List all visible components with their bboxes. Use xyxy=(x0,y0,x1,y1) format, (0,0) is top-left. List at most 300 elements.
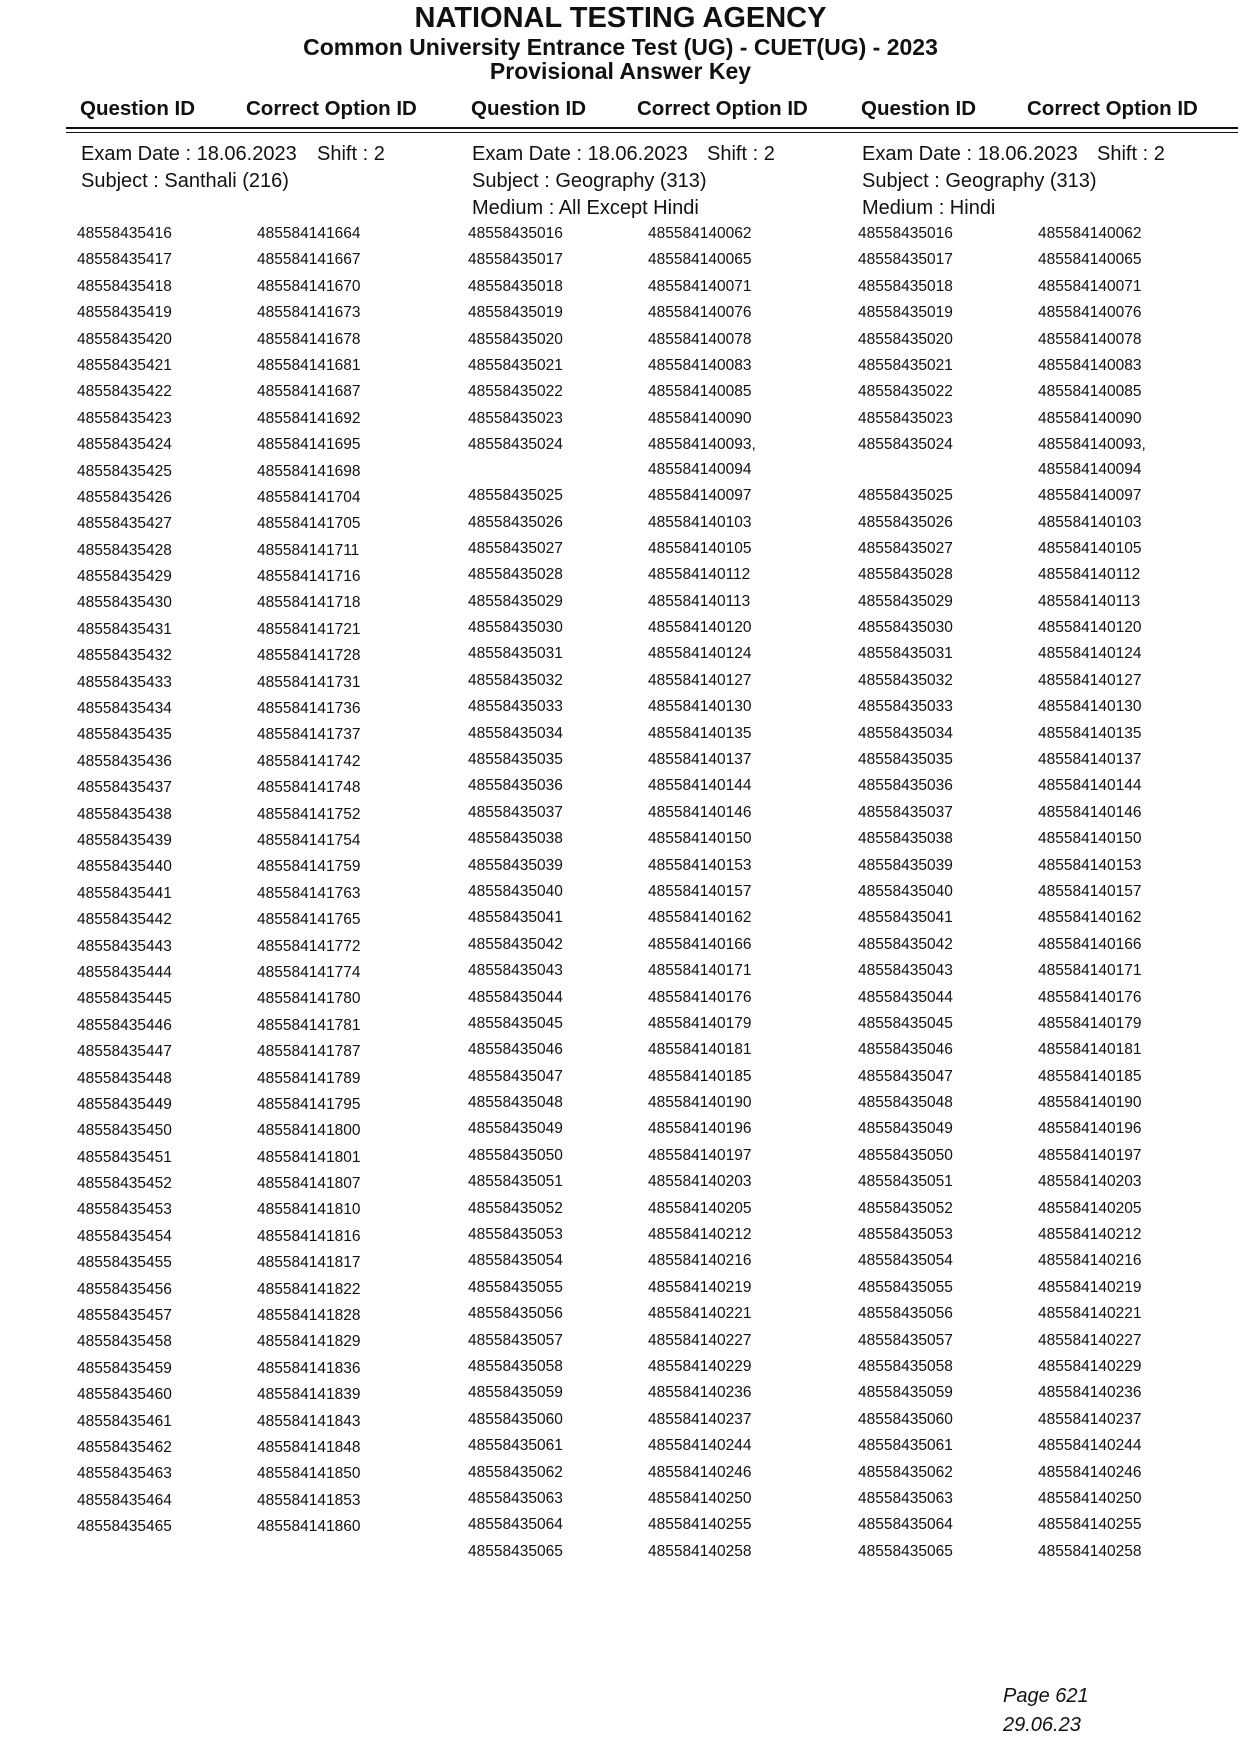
correct-option-id: 485584140181 xyxy=(1038,1041,1142,1059)
correct-option-id: 485584140120 xyxy=(1038,619,1142,637)
correct-option-id: 485584141698 xyxy=(257,462,361,480)
correct-option-id: 485584141737 xyxy=(257,726,361,744)
correct-option-id: 485584141681 xyxy=(257,356,361,374)
correct-option-id: 485584141763 xyxy=(257,884,361,902)
correct-option-id: 485584140246 xyxy=(1038,1463,1142,1481)
correct-option-id: 485584140153 xyxy=(1038,856,1142,874)
question-id: 48558435048 xyxy=(468,1094,563,1112)
question-id: 48558435048 xyxy=(858,1094,953,1112)
question-id: 48558435447 xyxy=(77,1043,172,1061)
question-id: 48558435039 xyxy=(858,856,953,874)
question-id: 48558435053 xyxy=(858,1226,953,1244)
question-id: 48558435416 xyxy=(77,225,172,242)
column-header-question-id: Question ID xyxy=(471,97,587,120)
question-id: 48558435427 xyxy=(77,515,172,533)
correct-option-id: 485584141721 xyxy=(257,620,361,638)
correct-option-id: 485584141728 xyxy=(257,647,361,665)
correct-option-id: 485584140137 xyxy=(1038,751,1142,769)
question-id: 48558435028 xyxy=(468,566,563,584)
correct-option-id: 485584141774 xyxy=(257,963,361,981)
question-id: 48558435031 xyxy=(858,645,953,663)
question-id: 48558435435 xyxy=(77,726,172,744)
question-id: 48558435016 xyxy=(858,225,953,242)
correct-option-id: 485584140205 xyxy=(1038,1199,1142,1217)
question-id: 48558435043 xyxy=(858,962,953,980)
question-id: 48558435443 xyxy=(77,937,172,955)
correct-option-id: 485584140185 xyxy=(648,1067,752,1085)
question-id: 48558435032 xyxy=(468,671,563,689)
correct-option-id: 485584140130 xyxy=(648,698,752,716)
correct-option-id: 485584140124 xyxy=(648,645,752,663)
correct-option-id: 485584140071 xyxy=(648,277,752,295)
question-id: 48558435422 xyxy=(77,383,172,401)
question-id: 48558435465 xyxy=(77,1518,172,1536)
question-id: 48558435030 xyxy=(468,619,563,637)
question-id: 48558435042 xyxy=(858,935,953,953)
question-id: 48558435036 xyxy=(858,777,953,795)
correct-option-id: 485584141695 xyxy=(257,436,361,454)
question-id: 48558435434 xyxy=(77,700,172,718)
question-id: 48558435034 xyxy=(858,724,953,742)
correct-option-id: 485584140090 xyxy=(1038,409,1142,427)
correct-option-id: 485584141752 xyxy=(257,805,361,823)
question-id: 48558435045 xyxy=(858,1014,953,1032)
column-header-correct-option-id: Correct Option ID xyxy=(1027,97,1198,120)
correct-option-id: 485584141670 xyxy=(257,277,361,295)
correct-option-id: 485584141748 xyxy=(257,779,361,797)
question-id: 48558435033 xyxy=(858,698,953,716)
question-id: 48558435432 xyxy=(77,647,172,665)
correct-option-id: 485584141843 xyxy=(257,1412,361,1430)
question-id: 48558435017 xyxy=(468,251,563,269)
correct-option-id: 485584140255 xyxy=(1038,1516,1142,1534)
correct-option-id: 485584140219 xyxy=(1038,1278,1142,1296)
page-number: Page 621 xyxy=(1003,1685,1089,1707)
correct-option-id: 485584140094 xyxy=(648,460,752,478)
agency-title: NATIONAL TESTING AGENCY xyxy=(414,2,827,34)
question-id: 48558435051 xyxy=(858,1173,953,1191)
question-id: 48558435019 xyxy=(468,304,563,322)
question-id: 48558435425 xyxy=(77,462,172,480)
question-id: 48558435444 xyxy=(77,963,172,981)
question-id: 48558435451 xyxy=(77,1148,172,1166)
correct-option-id: 485584141789 xyxy=(257,1069,361,1087)
question-id: 48558435064 xyxy=(858,1516,953,1534)
correct-option-id: 485584141853 xyxy=(257,1491,361,1509)
correct-option-id: 485584140227 xyxy=(1038,1331,1142,1349)
correct-option-id: 485584141772 xyxy=(257,937,361,955)
correct-option-id: 485584140078 xyxy=(648,330,752,348)
question-id: 48558435441 xyxy=(77,884,172,902)
question-id: 48558435446 xyxy=(77,1016,172,1034)
correct-option-id: 485584141692 xyxy=(257,409,361,427)
correct-option-id: 485584141754 xyxy=(257,831,361,849)
correct-option-id: 485584141795 xyxy=(257,1095,361,1113)
correct-option-id: 485584140229 xyxy=(1038,1358,1142,1375)
question-id: 48558435034 xyxy=(468,724,563,742)
question-id: 48558435019 xyxy=(858,304,953,322)
question-id: 48558435026 xyxy=(468,513,563,531)
correct-option-id: 485584140196 xyxy=(648,1120,752,1138)
question-id: 48558435017 xyxy=(858,251,953,269)
correct-option-id: 485584140258 xyxy=(648,1542,752,1560)
question-id: 48558435061 xyxy=(858,1437,953,1455)
question-id: 48558435438 xyxy=(77,805,172,823)
question-id: 48558435035 xyxy=(468,751,563,769)
question-id: 48558435026 xyxy=(858,513,953,531)
question-id: 48558435428 xyxy=(77,541,172,559)
correct-option-id: 485584140076 xyxy=(1038,304,1142,322)
correct-option-id: 485584141765 xyxy=(257,911,361,929)
correct-option-id: 485584140236 xyxy=(648,1384,752,1402)
correct-option-id: 485584140197 xyxy=(1038,1146,1142,1164)
correct-option-id: 485584140113 xyxy=(648,592,751,610)
question-id: 48558435047 xyxy=(468,1067,563,1085)
correct-option-id: 485584140176 xyxy=(1038,988,1142,1006)
correct-option-id: 485584140216 xyxy=(1038,1252,1142,1270)
correct-option-id: 485584140093, xyxy=(1038,436,1146,454)
question-id: 48558435016 xyxy=(468,225,563,242)
question-id: 48558435018 xyxy=(858,277,953,295)
correct-option-id: 485584140212 xyxy=(1038,1226,1142,1244)
correct-option-id: 485584140112 xyxy=(1038,566,1141,584)
correct-option-id: 485584140162 xyxy=(648,909,752,927)
question-id: 48558435452 xyxy=(77,1175,172,1193)
question-id: 48558435037 xyxy=(858,803,953,821)
correct-option-id: 485584140085 xyxy=(1038,383,1142,401)
correct-option-id: 485584141860 xyxy=(257,1518,361,1536)
question-id: 48558435453 xyxy=(77,1201,172,1219)
question-id: 48558435030 xyxy=(858,619,953,637)
question-id: 48558435420 xyxy=(77,330,172,348)
question-id: 48558435060 xyxy=(858,1410,953,1428)
header-divider xyxy=(66,127,1238,129)
question-id: 48558435054 xyxy=(468,1252,563,1270)
correct-option-id: 485584140221 xyxy=(648,1305,752,1323)
question-id: 48558435046 xyxy=(858,1041,953,1059)
question-id: 48558435461 xyxy=(77,1412,172,1430)
correct-option-id: 485584140124 xyxy=(1038,645,1142,663)
question-id: 48558435063 xyxy=(858,1489,953,1507)
question-id: 48558435418 xyxy=(77,277,172,295)
question-id: 48558435431 xyxy=(77,620,172,638)
correct-option-id: 485584140103 xyxy=(648,513,752,531)
question-id: 48558435450 xyxy=(77,1122,172,1140)
question-id: 48558435035 xyxy=(858,751,953,769)
correct-option-id: 485584140146 xyxy=(648,803,752,821)
correct-option-id: 485584141801 xyxy=(257,1148,361,1166)
correct-option-id: 485584140166 xyxy=(648,935,752,953)
question-id: 48558435028 xyxy=(858,566,953,584)
correct-option-id: 485584140090 xyxy=(648,409,752,427)
correct-option-id: 485584140179 xyxy=(1038,1014,1142,1032)
question-id: 48558435020 xyxy=(468,330,563,348)
correct-option-id: 485584141816 xyxy=(257,1227,361,1245)
correct-option-id: 485584140203 xyxy=(1038,1173,1142,1191)
correct-option-id: 485584140227 xyxy=(648,1331,752,1349)
question-id: 48558435460 xyxy=(77,1386,172,1404)
correct-option-id: 485584141687 xyxy=(257,383,361,401)
correct-option-id: 485584141800 xyxy=(257,1122,361,1140)
question-id: 48558435457 xyxy=(77,1307,172,1325)
correct-option-id: 485584140150 xyxy=(648,830,752,848)
correct-option-id: 485584141716 xyxy=(257,568,361,586)
question-id: 48558435040 xyxy=(468,882,563,900)
question-id: 48558435459 xyxy=(77,1359,172,1377)
subject: Subject : Santhali (216) xyxy=(81,170,289,192)
correct-option-id: 485584140166 xyxy=(1038,935,1142,953)
question-id: 48558435047 xyxy=(858,1067,953,1085)
medium: Medium : Hindi xyxy=(862,197,996,219)
question-id: 48558435027 xyxy=(858,539,953,557)
question-id: 48558435057 xyxy=(468,1331,563,1349)
question-id: 48558435419 xyxy=(77,304,172,322)
question-id: 48558435051 xyxy=(468,1173,563,1191)
correct-option-id: 485584140062 xyxy=(1038,225,1142,242)
question-id: 48558435049 xyxy=(858,1120,953,1138)
correct-option-id: 485584140237 xyxy=(648,1410,752,1428)
correct-option-id: 485584140229 xyxy=(648,1358,752,1375)
column-header-question-id: Question ID xyxy=(861,97,977,120)
correct-option-id: 485584140250 xyxy=(1038,1489,1142,1507)
correct-option-id: 485584140196 xyxy=(1038,1120,1142,1138)
correct-option-id: 485584140135 xyxy=(648,724,752,742)
correct-option-id: 485584141828 xyxy=(257,1307,361,1325)
question-id: 48558435058 xyxy=(858,1358,953,1375)
question-id: 48558435031 xyxy=(468,645,563,663)
correct-option-id: 485584140144 xyxy=(1038,777,1142,795)
question-id: 48558435039 xyxy=(468,856,563,874)
correct-option-id: 485584141718 xyxy=(257,594,361,612)
question-id: 48558435046 xyxy=(468,1041,563,1059)
correct-option-id: 485584141780 xyxy=(257,990,361,1008)
correct-option-id: 485584140103 xyxy=(1038,513,1142,531)
question-id: 48558435424 xyxy=(77,436,172,454)
correct-option-id: 485584141848 xyxy=(257,1438,361,1456)
correct-option-id: 485584140146 xyxy=(1038,803,1142,821)
question-id: 48558435417 xyxy=(77,251,172,269)
correct-option-id: 485584140181 xyxy=(648,1041,752,1059)
correct-option-id: 485584140258 xyxy=(1038,1542,1142,1560)
correct-option-id: 485584140120 xyxy=(648,619,752,637)
shift: Shift : 2 xyxy=(707,143,775,165)
exam-date: Exam Date : 18.06.2023 xyxy=(862,143,1078,165)
correct-option-id: 485584140076 xyxy=(648,304,752,322)
question-id: 48558435448 xyxy=(77,1069,172,1087)
correct-option-id: 485584140237 xyxy=(1038,1410,1142,1428)
question-id: 48558435439 xyxy=(77,831,172,849)
correct-option-id: 485584141731 xyxy=(257,673,361,691)
question-id: 48558435049 xyxy=(468,1120,563,1138)
correct-option-id: 485584140065 xyxy=(648,251,752,269)
question-id: 48558435426 xyxy=(77,488,172,506)
correct-option-id: 485584140246 xyxy=(648,1463,752,1481)
question-id: 48558435463 xyxy=(77,1465,172,1483)
correct-option-id: 485584141850 xyxy=(257,1465,361,1483)
question-id: 48558435036 xyxy=(468,777,563,795)
correct-option-id: 485584141705 xyxy=(257,515,361,533)
correct-option-id: 485584141742 xyxy=(257,752,361,770)
question-id: 48558435421 xyxy=(77,356,172,374)
question-id: 48558435449 xyxy=(77,1095,172,1113)
question-id: 48558435037 xyxy=(468,803,563,821)
question-id: 48558435052 xyxy=(858,1199,953,1217)
question-id: 48558435462 xyxy=(77,1438,172,1456)
correct-option-id: 485584140190 xyxy=(1038,1094,1142,1112)
document-date: 29.06.23 xyxy=(1003,1714,1081,1736)
subject: Subject : Geography (313) xyxy=(862,170,1097,192)
correct-option-id: 485584140176 xyxy=(648,988,752,1006)
correct-option-id: 485584141704 xyxy=(257,488,361,506)
correct-option-id: 485584140105 xyxy=(648,539,752,557)
question-id: 48558435024 xyxy=(858,436,953,454)
question-id: 48558435057 xyxy=(858,1331,953,1349)
shift: Shift : 2 xyxy=(317,143,385,165)
correct-option-id: 485584140127 xyxy=(648,671,752,689)
correct-option-id: 485584140137 xyxy=(648,751,752,769)
question-id: 48558435437 xyxy=(77,779,172,797)
question-id: 48558435455 xyxy=(77,1254,172,1272)
correct-option-id: 485584140078 xyxy=(1038,330,1142,348)
correct-option-id: 485584140157 xyxy=(648,882,752,900)
correct-option-id: 485584140097 xyxy=(648,487,752,505)
question-id: 48558435050 xyxy=(858,1146,953,1164)
question-id: 48558435027 xyxy=(468,539,563,557)
question-id: 48558435054 xyxy=(858,1252,953,1270)
correct-option-id: 485584140179 xyxy=(648,1014,752,1032)
question-id: 48558435454 xyxy=(77,1227,172,1245)
question-id: 48558435040 xyxy=(858,882,953,900)
correct-option-id: 485584141807 xyxy=(257,1175,361,1193)
correct-option-id: 485584140244 xyxy=(1038,1437,1142,1455)
question-id: 48558435021 xyxy=(468,356,563,374)
question-id: 48558435025 xyxy=(858,487,953,505)
question-id: 48558435062 xyxy=(858,1463,953,1481)
question-id: 48558435022 xyxy=(858,383,953,401)
correct-option-id: 485584141829 xyxy=(257,1333,361,1351)
correct-option-id: 485584140216 xyxy=(648,1252,752,1270)
question-id: 48558435429 xyxy=(77,568,172,586)
correct-option-id: 485584140157 xyxy=(1038,882,1142,900)
question-id: 48558435423 xyxy=(77,409,172,427)
question-id: 48558435053 xyxy=(468,1226,563,1244)
correct-option-id: 485584140083 xyxy=(648,356,752,374)
question-id: 48558435022 xyxy=(468,383,563,401)
question-id: 48558435025 xyxy=(468,487,563,505)
question-id: 48558435065 xyxy=(858,1542,953,1560)
question-id: 48558435024 xyxy=(468,436,563,454)
question-id: 48558435059 xyxy=(858,1384,953,1402)
correct-option-id: 485584141711 xyxy=(257,541,360,559)
correct-option-id: 485584141664 xyxy=(257,225,361,242)
question-id: 48558435055 xyxy=(468,1278,563,1296)
question-id: 48558435038 xyxy=(858,830,953,848)
question-id: 48558435056 xyxy=(468,1305,563,1323)
correct-option-id: 485584140094 xyxy=(1038,460,1142,478)
subject: Subject : Geography (313) xyxy=(472,170,707,192)
question-id: 48558435430 xyxy=(77,594,172,612)
correct-option-id: 485584140144 xyxy=(648,777,752,795)
question-id: 48558435062 xyxy=(468,1463,563,1481)
question-id: 48558435018 xyxy=(468,277,563,295)
question-id: 48558435050 xyxy=(468,1146,563,1164)
document-type: Provisional Answer Key xyxy=(489,58,752,84)
correct-option-id: 485584141817 xyxy=(257,1254,361,1272)
correct-option-id: 485584140190 xyxy=(648,1094,752,1112)
correct-option-id: 485584140093, xyxy=(648,436,756,454)
correct-option-id: 485584141781 xyxy=(257,1016,361,1034)
correct-option-id: 485584140150 xyxy=(1038,830,1142,848)
correct-option-id: 485584140083 xyxy=(1038,356,1142,374)
question-id: 48558435059 xyxy=(468,1384,563,1402)
question-id: 48558435056 xyxy=(858,1305,953,1323)
question-id: 48558435442 xyxy=(77,911,172,929)
correct-option-id: 485584140085 xyxy=(648,383,752,401)
correct-option-id: 485584140203 xyxy=(648,1173,752,1191)
correct-option-id: 485584140185 xyxy=(1038,1067,1142,1085)
question-id: 48558435440 xyxy=(77,858,172,876)
correct-option-id: 485584140205 xyxy=(648,1199,752,1217)
correct-option-id: 485584140097 xyxy=(1038,487,1142,505)
column-header-correct-option-id: Correct Option ID xyxy=(246,97,417,120)
correct-option-id: 485584140197 xyxy=(648,1146,752,1164)
correct-option-id: 485584140250 xyxy=(648,1489,752,1507)
question-id: 48558435045 xyxy=(468,1014,563,1032)
correct-option-id: 485584141839 xyxy=(257,1386,361,1404)
correct-option-id: 485584140212 xyxy=(648,1226,752,1244)
exam-subtitle: Common University Entrance Test (UG) - CUET(UG) - 2023 xyxy=(303,34,938,60)
correct-option-id: 485584140171 xyxy=(1038,962,1142,980)
question-id: 48558435041 xyxy=(468,909,563,927)
question-id: 48558435456 xyxy=(77,1280,172,1298)
correct-option-id: 485584141822 xyxy=(257,1280,361,1298)
correct-option-id: 485584141667 xyxy=(257,251,361,269)
correct-option-id: 485584140255 xyxy=(648,1516,752,1534)
question-id: 48558435032 xyxy=(858,671,953,689)
question-id: 48558435020 xyxy=(858,330,953,348)
question-id: 48558435043 xyxy=(468,962,563,980)
question-id: 48558435458 xyxy=(77,1333,172,1351)
question-id: 48558435023 xyxy=(468,409,563,427)
question-id: 48558435041 xyxy=(858,909,953,927)
correct-option-id: 485584141810 xyxy=(257,1201,361,1219)
question-id: 48558435038 xyxy=(468,830,563,848)
exam-date: Exam Date : 18.06.2023 xyxy=(81,143,297,165)
correct-option-id: 485584140113 xyxy=(1038,592,1141,610)
correct-option-id: 485584140071 xyxy=(1038,277,1142,295)
question-id: 48558435055 xyxy=(858,1278,953,1296)
correct-option-id: 485584141787 xyxy=(257,1043,361,1061)
correct-option-id: 485584140105 xyxy=(1038,539,1142,557)
question-id: 48558435063 xyxy=(468,1489,563,1507)
correct-option-id: 485584140062 xyxy=(648,225,752,242)
question-id: 48558435023 xyxy=(858,409,953,427)
correct-option-id: 485584140065 xyxy=(1038,251,1142,269)
question-id: 48558435445 xyxy=(77,990,172,1008)
question-id: 48558435433 xyxy=(77,673,172,691)
question-id: 48558435065 xyxy=(468,1542,563,1560)
correct-option-id: 485584141736 xyxy=(257,700,361,718)
header-divider xyxy=(66,132,1238,133)
question-id: 48558435021 xyxy=(858,356,953,374)
question-id: 48558435029 xyxy=(468,592,563,610)
correct-option-id: 485584140236 xyxy=(1038,1384,1142,1402)
shift: Shift : 2 xyxy=(1097,143,1165,165)
correct-option-id: 485584140162 xyxy=(1038,909,1142,927)
column-header-question-id: Question ID xyxy=(80,97,196,120)
exam-date: Exam Date : 18.06.2023 xyxy=(472,143,688,165)
question-id: 48558435061 xyxy=(468,1437,563,1455)
